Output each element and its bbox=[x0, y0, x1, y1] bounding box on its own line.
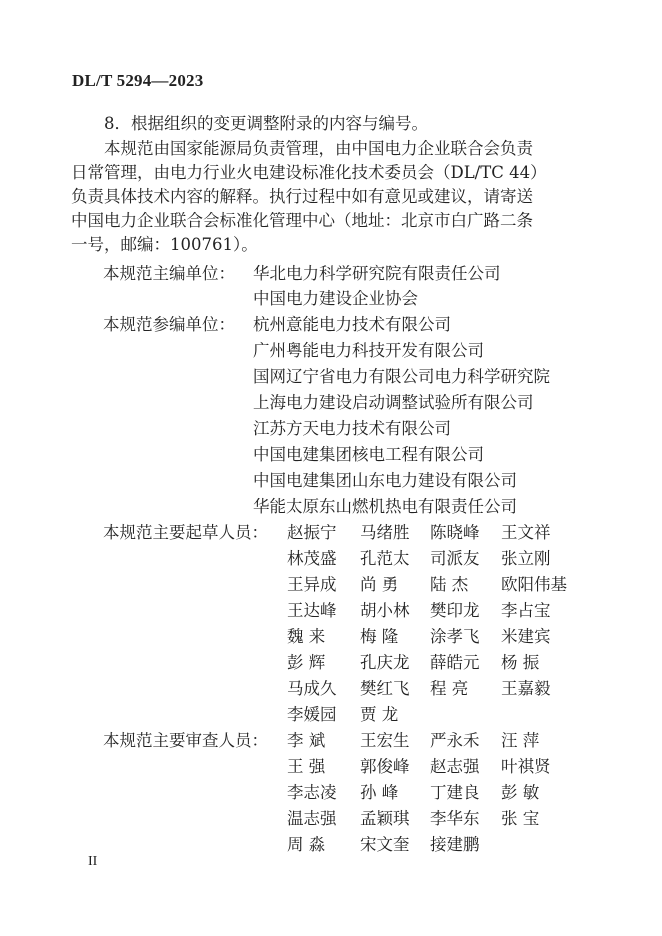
chief-editor-org: 中国电力建设企业协会 bbox=[253, 289, 418, 308]
participating-org: 华能太原东山燃机热电有限责任公司 bbox=[253, 497, 517, 516]
management-line: 负责具体技术内容的解释。执行过程中如有意见或建议，请寄送 bbox=[71, 187, 533, 206]
drafter-name: 樊印龙 bbox=[430, 601, 480, 620]
drafter-name: 欧阳伟基 bbox=[501, 575, 567, 594]
reviewer-name: 赵志强 bbox=[430, 757, 480, 776]
drafter-name: 司派友 bbox=[430, 549, 480, 568]
drafter-name: 赵振宁 bbox=[287, 523, 337, 542]
reviewers-label: 本规范主要审查人员： bbox=[103, 731, 268, 750]
drafter-name: 王嘉毅 bbox=[501, 679, 551, 698]
drafter-name: 涂孝飞 bbox=[430, 627, 480, 646]
participating-org: 上海电力建设启动调整试验所有限公司 bbox=[253, 393, 534, 412]
drafter-name: 王达峰 bbox=[287, 601, 337, 620]
reviewer-name: 李华东 bbox=[430, 809, 480, 828]
reviewer-name: 李志凌 bbox=[287, 783, 337, 802]
drafter-name: 李占宝 bbox=[501, 601, 551, 620]
reviewer-name: 温志强 bbox=[287, 809, 337, 828]
participating-org: 江苏方天电力技术有限公司 bbox=[253, 419, 451, 438]
reviewer-name: 接建鹏 bbox=[430, 835, 480, 854]
drafter-name: 胡小林 bbox=[360, 601, 410, 620]
drafter-name: 薛皓元 bbox=[430, 653, 480, 672]
drafter-name: 程 亮 bbox=[430, 679, 469, 698]
reviewer-name: 汪 萍 bbox=[501, 731, 540, 750]
drafter-name: 梅 隆 bbox=[360, 627, 399, 646]
drafter-name: 李媛园 bbox=[287, 705, 337, 724]
drafter-name: 孔庆龙 bbox=[360, 653, 410, 672]
drafter-name: 米建宾 bbox=[501, 627, 551, 646]
drafter-name: 王异成 bbox=[287, 575, 337, 594]
drafter-name: 王文祥 bbox=[501, 523, 551, 542]
participating-org: 中国电建集团山东电力建设有限公司 bbox=[253, 471, 517, 490]
reviewer-name: 周 淼 bbox=[287, 835, 326, 854]
participating-org: 杭州意能电力技术有限公司 bbox=[253, 315, 451, 334]
participating-org: 中国电建集团核电工程有限公司 bbox=[253, 445, 484, 464]
reviewer-name: 王宏生 bbox=[360, 731, 410, 750]
document-code-header: DL/T 5294—2023 bbox=[72, 71, 204, 90]
management-paragraph bbox=[71, 137, 591, 257]
management-line: 日常管理，由电力行业火电建设标准化技术委员会（DL/TC 44） bbox=[71, 163, 547, 182]
participating-org: 广州粤能电力科技开发有限公司 bbox=[253, 341, 484, 360]
drafter-name: 马成久 bbox=[287, 679, 337, 698]
drafter-name: 马绪胜 bbox=[360, 523, 410, 542]
chief-editor-org: 华北电力科学研究院有限责任公司 bbox=[253, 264, 501, 283]
reviewer-name: 郭俊峰 bbox=[360, 757, 410, 776]
reviewer-name: 李 斌 bbox=[287, 731, 326, 750]
drafter-name: 陆 杰 bbox=[430, 575, 469, 594]
reviewer-name: 张 宝 bbox=[501, 809, 540, 828]
participating-units-label: 本规范参编单位： bbox=[103, 315, 235, 334]
drafter-name: 陈晓峰 bbox=[430, 523, 480, 542]
management-line: 本规范由国家能源局负责管理，由中国电力企业联合会负责 bbox=[104, 139, 533, 158]
drafter-name: 尚 勇 bbox=[360, 575, 399, 594]
drafter-name: 杨 振 bbox=[501, 653, 540, 672]
reviewer-name: 孙 峰 bbox=[360, 783, 399, 802]
page-number: II bbox=[88, 854, 98, 869]
drafters-label: 本规范主要起草人员： bbox=[103, 523, 268, 542]
drafter-name: 张立刚 bbox=[501, 549, 551, 568]
reviewer-name: 王 强 bbox=[287, 757, 326, 776]
drafter-name: 林茂盛 bbox=[287, 549, 337, 568]
chief-editor-label: 本规范主编单位： bbox=[103, 264, 235, 283]
reviewer-name: 孟颖琪 bbox=[360, 809, 410, 828]
reviewer-name: 宋文奎 bbox=[360, 835, 410, 854]
drafter-name: 贾 龙 bbox=[360, 705, 399, 724]
reviewer-name: 严永禾 bbox=[430, 731, 480, 750]
drafter-name: 樊红飞 bbox=[360, 679, 410, 698]
participating-org: 国网辽宁省电力有限公司电力科学研究院 bbox=[253, 367, 550, 386]
reviewer-name: 叶祺贤 bbox=[501, 757, 551, 776]
reviewer-name: 丁建良 bbox=[430, 783, 480, 802]
item-8-text: 8．根据组织的变更调整附录的内容与编号。 bbox=[104, 114, 428, 133]
drafter-name: 彭 辉 bbox=[287, 653, 326, 672]
reviewer-name: 彭 敏 bbox=[501, 783, 540, 802]
management-line: 中国电力企业联合会标准化管理中心（地址：北京市白广路二条 bbox=[71, 211, 533, 230]
drafter-name: 孔范太 bbox=[360, 549, 410, 568]
management-line: 一号，邮编：100761）。 bbox=[71, 235, 258, 254]
drafter-name: 魏 来 bbox=[287, 627, 326, 646]
